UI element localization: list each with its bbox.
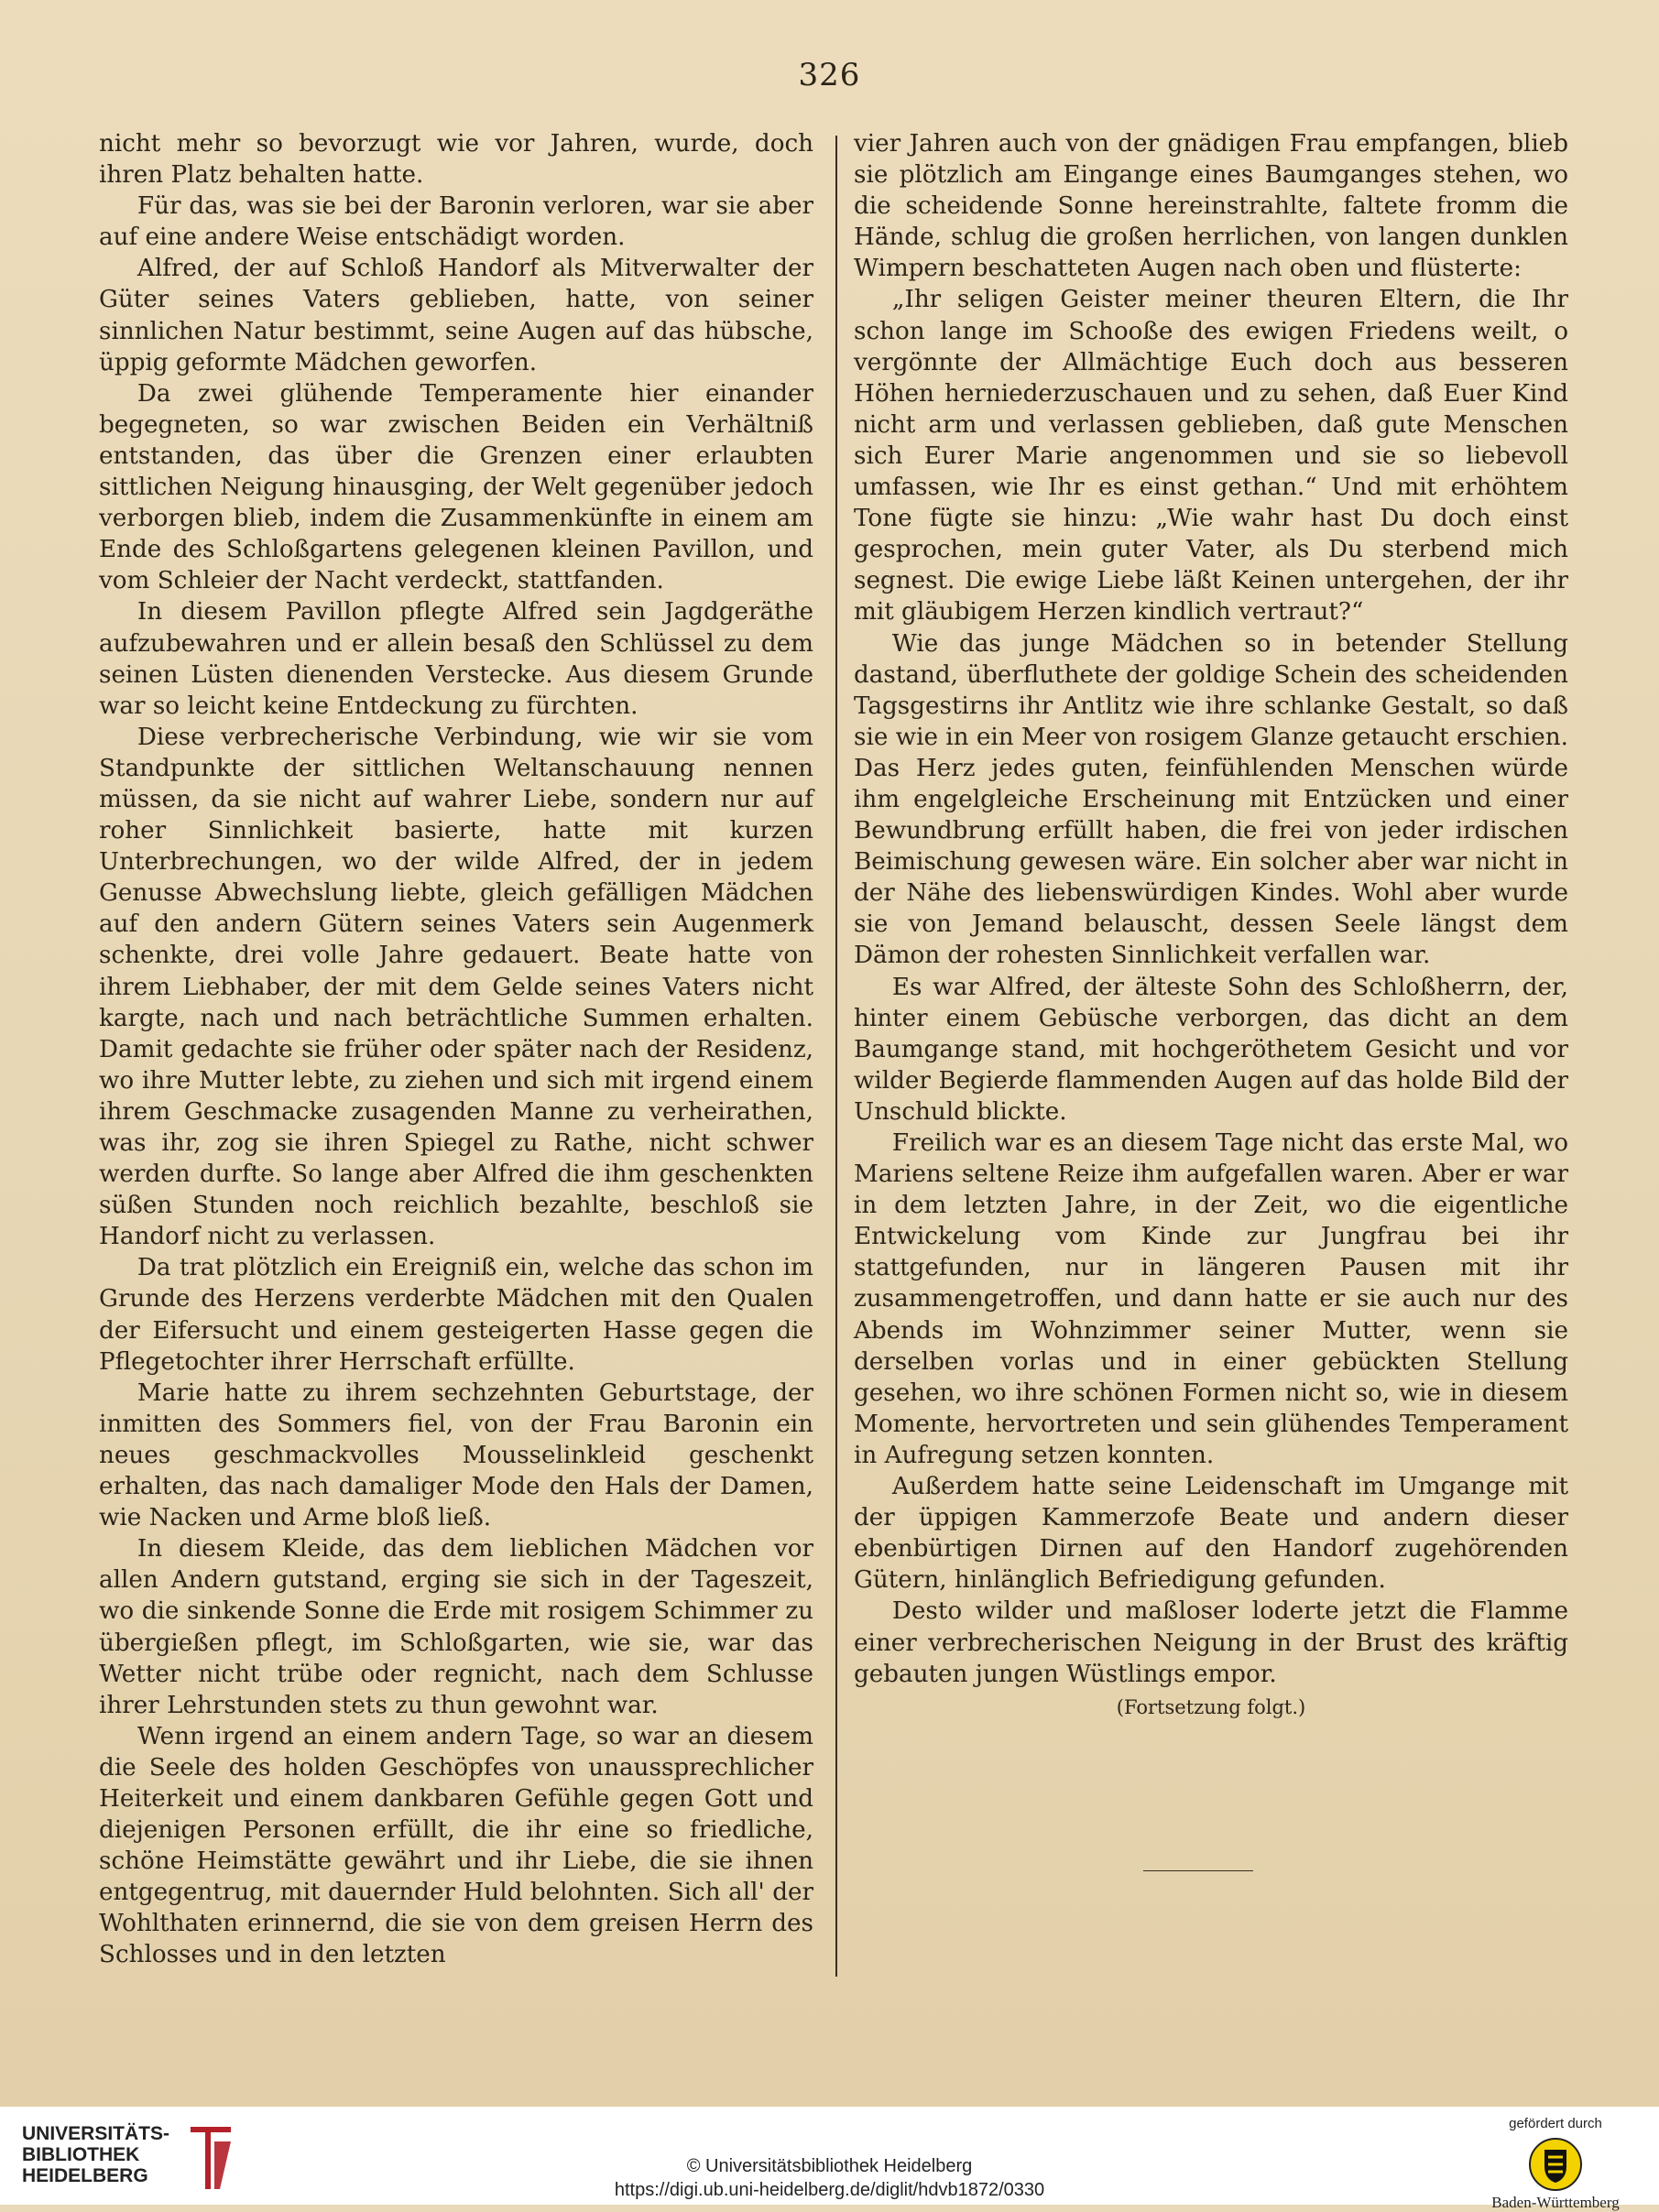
state-coat-of-arms-icon <box>1528 2137 1583 2192</box>
paragraph: „Ihr seligen Geister meiner theuren Eltern, die Ihr schon lange im Schooße des ewigen Friedens weilt, o vergönnte der Allmächtige Euch doch aus besseren Höhen herniederzuschauen und zu sehen, daß Euer Kind nicht arm und verlassen geblieben, daß gute Menschen sich Eurer Marie angenommen und sie so liebevoll umfassen, wie Ihr es einst gethan.“ Und mit erhöhtem Tone fügte sie hinzu: „Wie wahr hast Du doch einst gesprochen, mein guter Vater, als Du sterbend mich segnest. Die ewige Liebe läßt Keinen untergehen, der ihr mit gläubigem Herzen kindlich vertraut?“ <box>854 286 1568 627</box>
paragraph: Desto wilder und maßloser loderte jetzt die Flamme einer verbrecherischen Neigung in der Brust des kräftig gebauten jungen Wüstlings empor. <box>854 1597 1568 1688</box>
left-column <box>99 128 813 1971</box>
paragraph: Da zwei glühende Temperamente hier einander begegneten, so war zwischen Beiden ein Verhältniß entstanden, das über die Grenzen einer erlaubten sittlichen Neigung hinausging, der Welt gegenüber jedoch verborgen blieb, indem die Zusammenkünfte in einem am Ende des Schloßgartens gelegenen kleinen Pavillon, und vom Schleier der Nacht verdeckt, stattfanden. <box>99 379 813 595</box>
paragraph: nicht mehr so bevorzugt wie vor Jahren, wurde, doch ihren Platz behalten hatte. <box>99 130 813 190</box>
source-url-link[interactable]: https://digi.ub.uni-heidelberg.de/diglit/hdvb1872/0330 <box>614 2180 1045 2200</box>
sponsor-label: gefördert durch <box>1509 2116 1602 2131</box>
paragraph: Für das, was sie bei der Baronin verloren, war sie aber auf eine andere Weise entschädigt worden. <box>99 192 813 252</box>
paragraph: Außerdem hatte seine Leidenschaft im Umgange mit der üppigen Kammerzofe Beate und andern dieser ebenbürtigen Dirnen auf den Handorf zugehörenden Gütern, hinlänglich Befriedigung gefunden. <box>854 1473 1568 1595</box>
copyright-block <box>0 2154 1659 2202</box>
paragraph: Wie das junge Mädchen so in betender Stellung dastand, überfluthete der goldige Schein des scheidenden Tagsgestirns ihr Antlitz wie ihre schlanke Gestalt, so daß sie wie in ein Meer von rosigem Glanze getaucht erschien. Das Herz jedes guten, feinfühlenden Menschen würde ihm engelgleiche Erscheinung mit Entzücken und einer Bewundbrung erfüllt haben, die frei von jeder irdischen Beimischung gewesen wäre. Ein solcher aber war nicht in der Nähe des liebenswürdigen Kindes. Wohl aber wurde sie von Jemand belauscht, dessen Seele längst dem Dämon der rohesten Sinnlichkeit verfallen war. <box>854 629 1568 970</box>
paragraph: vier Jahren auch von der gnädigen Frau empfangen, blieb sie plötzlich am Eingange eines Baumganges stehen, wo die scheidende Sonne hereinstrahlte, faltete fromm die Hände, schlug die großen herrlichen, von langen dunklen Wimpern beschatteten Augen nach oben und flüsterte: <box>854 130 1568 283</box>
paragraph: In diesem Pavillon pflegte Alfred sein Jagdgeräthe aufzubewahren und er allein besaß den Schlüssel zu dem seinen Lüsten dienenden Verstecke. Aus diesem Grunde war so leicht keine Entdeckung zu fürchten. <box>99 598 813 720</box>
paragraph: Es war Alfred, der älteste Sohn des Schloßherrn, der, hinter einem Gebüsche verborgen, das dicht an dem Baumgange stand, mit hochgeröthetem Gesicht und vor wilder Begierde flammenden Augen auf das holde Bild der Unschuld blickte. <box>854 973 1568 1126</box>
end-rule <box>1143 1870 1253 1871</box>
copyright-text: © Universitätsbibliothek Heidelberg <box>686 2156 973 2176</box>
sponsor-name: Baden-Württemberg <box>1491 2194 1620 2211</box>
paragraph: Marie hatte zu ihrem sechzehnten Geburtstage, der inmitten des Sommers fiel, von der Frau Baronin ein neues geschmackvolles Mousselinkleid geschenkt erhalten, das nach damaliger Mode den Hals der Damen, wie Nacken und Arme bloß ließ. <box>99 1378 813 1532</box>
column-divider <box>835 136 837 1977</box>
paragraph: Da trat plötzlich ein Ereigniß ein, welche das schon im Grunde des Herzens verderbte Mädchen mit den Qualen der Eifersucht und einem gesteigerten Hasse gegen die Pflegetochter ihrer Herrschaft erfüllte. <box>99 1254 813 1376</box>
footer <box>0 2107 1659 2211</box>
paragraph: In diesem Kleide, das dem lieblichen Mädchen vor allen Andern gutstand, erging sie sich in der Tageszeit, wo die sinkende Sonne die Erde mit rosigem Schimmer zu übergießen pflegt, im Schloßgarten, wie sie, war das Wetter nicht trübe oder regnicht, nach dem Schlusse ihrer Lehrstunden stets zu thun gewohnt war. <box>99 1535 813 1719</box>
paragraph: Alfred, der auf Schloß Handorf als Mitverwalter der Güter seines Vaters geblieben, hatte, von seiner sinnlichen Natur bestimmt, seine Augen auf das hübsche, üppig geformte Mädchen geworfen. <box>99 255 813 376</box>
sponsor-block <box>1478 2116 1633 2212</box>
paragraph: Wenn irgend an einem andern Tage, so war an diesem die Seele des holden Geschöpfes von unaussprechlicher Heiterkeit und einem dankbaren Gefühle gegen Gott und diejenigen Personen erfüllt, die ihr eine so friedliche, schöne Heimstätte gewährt und ihr Liebe, die sie ihnen entgegentrug, mit dauernder Huld belohnten. Sich all' der Wohlthaten erinnernd, die sie von dem greisen Herrn des Schlosses und in den letzten <box>99 1722 813 1969</box>
page-number: 326 <box>798 57 861 93</box>
paragraph: Freilich war es an diesem Tage nicht das erste Mal, wo Mariens seltene Reize ihm aufgefallen waren. Aber er war in dem letzten Jahre, in der Zeit, wo die eigentliche Entwickelung vom Kinde zur Jungfrau bei ihr stattgefunden, nur in längeren Pausen mit ihr zusammengetroffen, und dann hatte er sie auch nur des Abends im Wohnzimmer seiner Mutter, wenn sie derselben vorlas und in einer gebückten Stellung gesehen, wo ihre schönen Formen nicht so, wie in diesem Momente, hervortreten und sein glühendes Temperament in Aufregung setzen konnten. <box>854 1129 1568 1469</box>
continued-note: (Fortsetzung folgt.) <box>1116 1695 1306 1718</box>
right-column <box>854 128 1568 1723</box>
library-name: UNIVERSITÄTS- BIBLIOTHEK HEIDELBERG <box>22 2123 170 2186</box>
paragraph: Diese verbrecherische Verbindung, wie wir sie vom Standpunkte der sittlichen Weltanschauung nennen müssen, da sie nicht auf wahrer Liebe, sondern nur auf roher Sinnlichkeit basierte, hatte mit kurzen Unterbrechungen, wo der wilde Alfred, der in jedem Genusse Abwechslung liebte, gleich gefälligen Mädchen auf den andern Gütern seines Vaters sein Augenmerk schenkte, drei volle Jahre gedauert. Beate hatte von ihrem Liebhaber, der mit dem Gelde seines Vaters nicht kargte, nach und nach beträchtliche Summen erhalten. Damit gedachte sie früher oder später nach der Residenz, wo ihre Mutter lebte, zu ziehen und sich mit irgend einem ihrem Geschmacke zusagenden Manne zu verheirathen, was ihr, zog sie ihren Spiegel zu Rathe, nicht schwer werden durfte. So lange aber Alfred die ihm geschenkten süßen Stunden noch reichlich bezahlte, beschloß sie Handorf nicht zu verlassen. <box>99 723 813 1251</box>
